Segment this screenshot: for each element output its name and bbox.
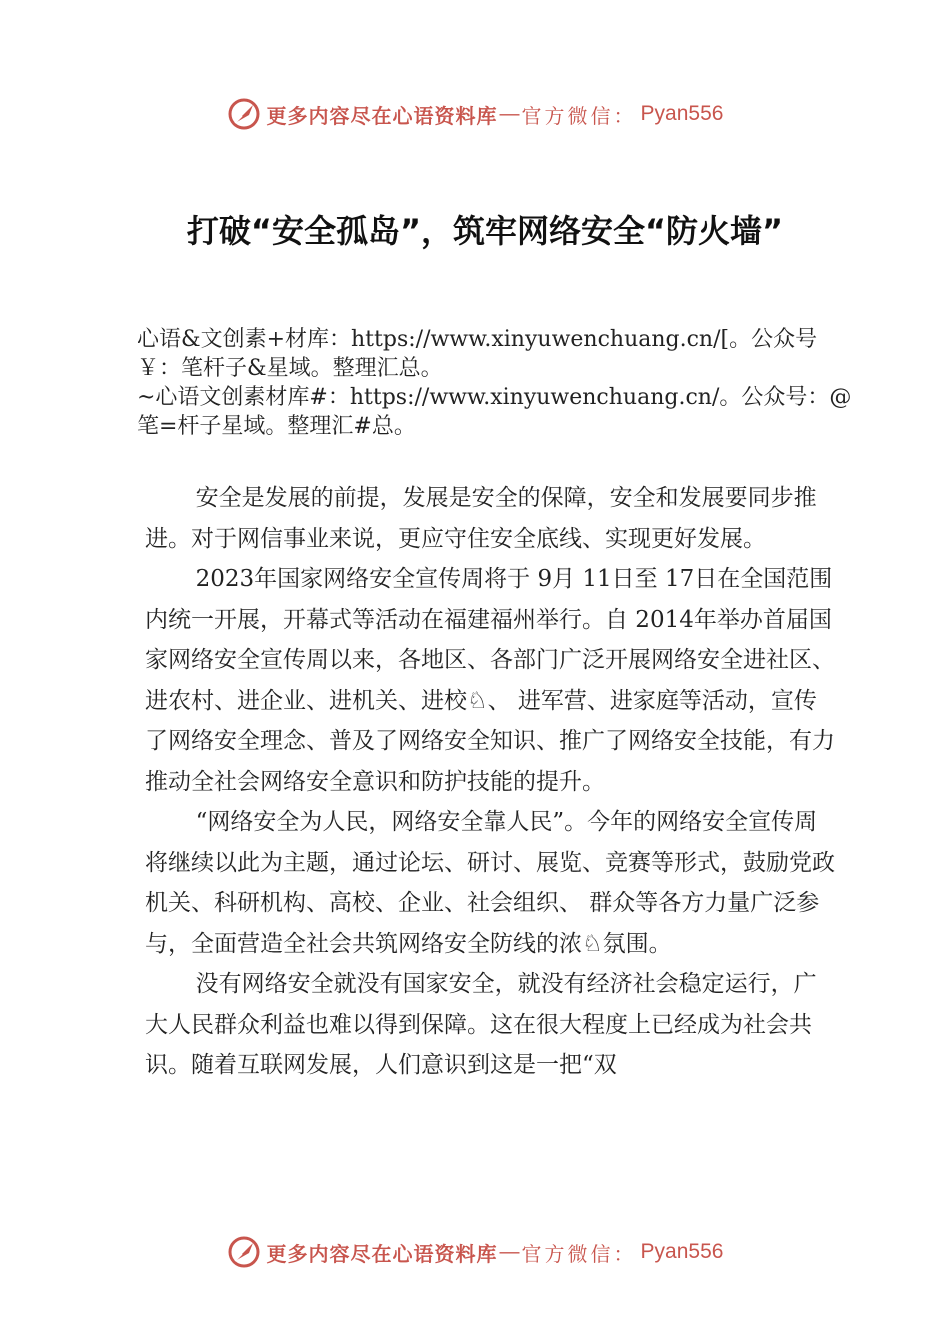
header-banner	[0, 92, 950, 136]
banner-text: 更多内容尽在心语资料库	[266, 1241, 498, 1266]
quill-pen-logo-icon	[227, 97, 261, 131]
credit-line: 心语&文创素+材库：https://www.xinyuwenchuang.cn/[。公众号￥：笔杆子&星域。整理汇总。	[137, 327, 818, 381]
banner-text: 更多内容尽在心语资料库	[266, 103, 498, 128]
footer-banner	[0, 1230, 950, 1274]
paragraph: 没有网络安全就没有国家安全，就没有经济社会稳定运行，广大人民群众利益也难以得到保障。这在很大程度上已经成为社会共识。随着互联网发展，人们意识到这是一把“双	[145, 971, 817, 1078]
banner-wechat-id: Pyan556	[640, 102, 724, 125]
paragraph: 2023年国家网络安全宣传周将于 9月 11日至 17日在全国范围内统一开展，开幕式等活动在福建福州举行。自 2014年举办首届国家网络安全宣传周以来，各地区、各部门广泛开展网络安全进社区、进农村、进企业、进机关、进校♘、 进军营、进家庭等活动，宣传了网络安全理念、普及了网络安全知识、推广了网络安全技能，有力推动全社会网络安全意识和防护技能的提升。	[145, 566, 835, 795]
paragraph: “网络安全为人民，网络安全靠人民”。今年的网络安全宣传周将继续以此为主题，通过论坛、研讨、展览、竞赛等形式，鼓励党政机关、科研机构、高校、企业、社会组织、 群众等各方力量广泛参与，全面营造全社会共筑网络安全防线的浓♘氛围。	[145, 809, 835, 957]
banner-wechat-id: Pyan556	[640, 1240, 724, 1263]
banner-wechat-label: 官方微信：	[521, 1241, 637, 1266]
source-credits	[137, 325, 857, 441]
banner-dash: —	[499, 102, 520, 125]
quill-pen-logo-icon	[227, 1235, 261, 1269]
credit-line: ~心语文创素材库#：https://www.xinyuwenchuang.cn/。公众号：@笔=杆子星域。整理汇#总。	[137, 385, 852, 439]
banner-dash: —	[499, 1240, 520, 1263]
article-body	[145, 478, 835, 1086]
document-title: 打破“安全孤岛”，筑牢网络安全“防火墙”	[186, 212, 784, 250]
paragraph: 安全是发展的前提，发展是安全的保障，安全和发展要同步推进。对于网信事业来说，更应守住安全底线、实现更好发展。	[145, 485, 817, 552]
banner-wechat-label: 官方微信：	[521, 103, 637, 128]
